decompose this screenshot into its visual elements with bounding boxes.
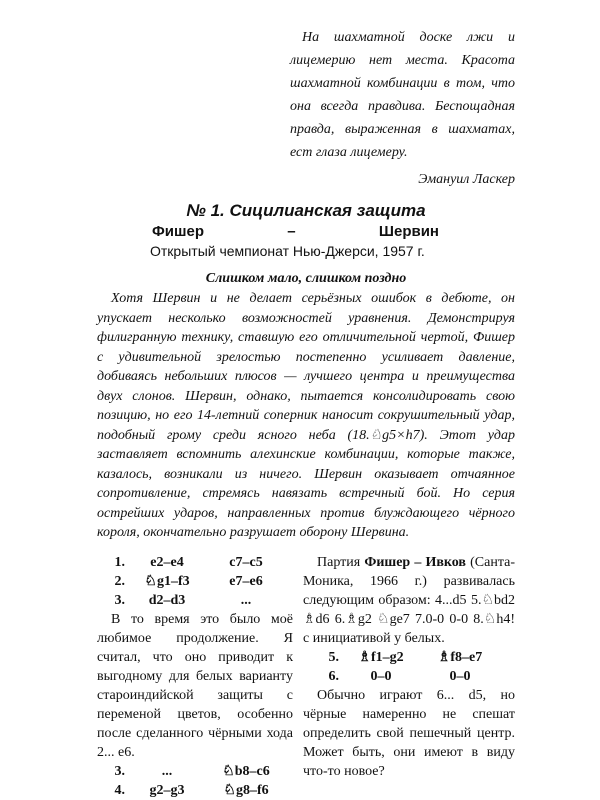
move-number: 1. <box>114 554 125 570</box>
comment: В то время это было моё любимое продолжение. Я считал, что оно приводит к выгодному для белых варианту староиндийской защиты с переменой цветов, особенно после сделанного чёрными хода 2... e6. <box>97 611 293 760</box>
right-column <box>303 553 515 800</box>
move-number: 3. <box>114 763 125 779</box>
white-move: g2–g3 <box>149 782 185 798</box>
comment-players: Фишер – Ивков <box>364 554 466 570</box>
black-move: ♗f8–e7 <box>437 649 483 665</box>
black-move: c7–c5 <box>229 554 263 570</box>
move-row <box>97 762 293 781</box>
comment-text: Партия <box>317 554 365 570</box>
left-column <box>97 553 293 800</box>
white-move: ♗f1–g2 <box>358 649 404 665</box>
players-dash: – <box>287 223 296 240</box>
comment-text: (Санта-Моника, 1966 г.) развивалась следующим образом: 4...d5 5.♘bd2 ♗d6 6.♗g2 ♘ge7 7.0-0 0-0 8.♘h4! с инициативой у белых. <box>303 554 515 646</box>
move-number: 4. <box>114 782 125 798</box>
intro-paragraph: Хотя Шервин и не делает серьёзных ошибок в дебюте, он упускает несколько возможностей уравнения. Демонстрируя филигранную технику, ставшую его отличительной чертой, Фишер с удивительной зрелостью постепенно усиливает давление, добиваясь небольших плюсов — лучшего центра и преимущества двух слонов. Шервин, однако, пытается консолидировать свою позицию, но его 14-летний соперник наносит сокрушительный удар, подобный грому среди ясного неба (18.♘g5×h7). Этот удар заставляет вспомнить алехинские комбинации, которые также, казалось, возникали из ничего. Шервин оказывает отчаянное сопротивление, стремясь навязать встречный бой. Но серия острейших ударов, направленных против блуждающего чёрного короля, окончательно разрушает оборону Шервина. <box>97 291 515 540</box>
section-title: Слишком мало, слишком поздно <box>205 271 407 286</box>
comment: Обычно играют 6... d5, но чёрные намеренно не спешат определить свой пешечный центр. Может быть, они имеют в виду что-то новое? <box>303 687 515 779</box>
epigraph-author: Эмануил Ласкер <box>418 172 515 187</box>
black-player: Шервин <box>378 223 439 240</box>
event: Открытый чемпионат Нью-Джерси, 1957 г. <box>150 243 425 259</box>
black-move: ... <box>240 592 252 608</box>
white-player: Фишер <box>152 223 205 240</box>
move-row <box>97 591 293 610</box>
white-move: ♘g1–f3 <box>144 573 190 589</box>
move-row <box>303 667 515 686</box>
move-number: 2. <box>114 573 125 589</box>
move-number: 6. <box>328 668 339 684</box>
black-move: ♘g8–f6 <box>223 782 269 798</box>
epigraph: На шахматной доске лжи и лицемерию нет места. Красота шахматной комбинации в том, что она всегда правдива. Беспощадная правда, выраженная в шахматах, ест глаза лицемеру. <box>290 30 515 160</box>
two-columns <box>97 553 515 800</box>
move-number: 5. <box>328 649 339 665</box>
move-row <box>97 553 293 572</box>
comment <box>303 553 515 648</box>
white-move: ... <box>161 763 173 779</box>
black-move: ♘b8–c6 <box>222 763 270 779</box>
game-title: № 1. Сицилианская защита <box>186 201 426 220</box>
move-number: 3. <box>114 592 125 608</box>
players-line <box>152 222 439 242</box>
move-row <box>97 572 293 591</box>
black-move: 0–0 <box>449 668 471 684</box>
move-row <box>97 781 293 800</box>
black-move: e7–e6 <box>229 573 263 589</box>
white-move: 0–0 <box>370 668 392 684</box>
white-move: d2–d3 <box>148 592 186 608</box>
move-row <box>303 648 515 667</box>
white-move: e2–e4 <box>150 554 184 570</box>
